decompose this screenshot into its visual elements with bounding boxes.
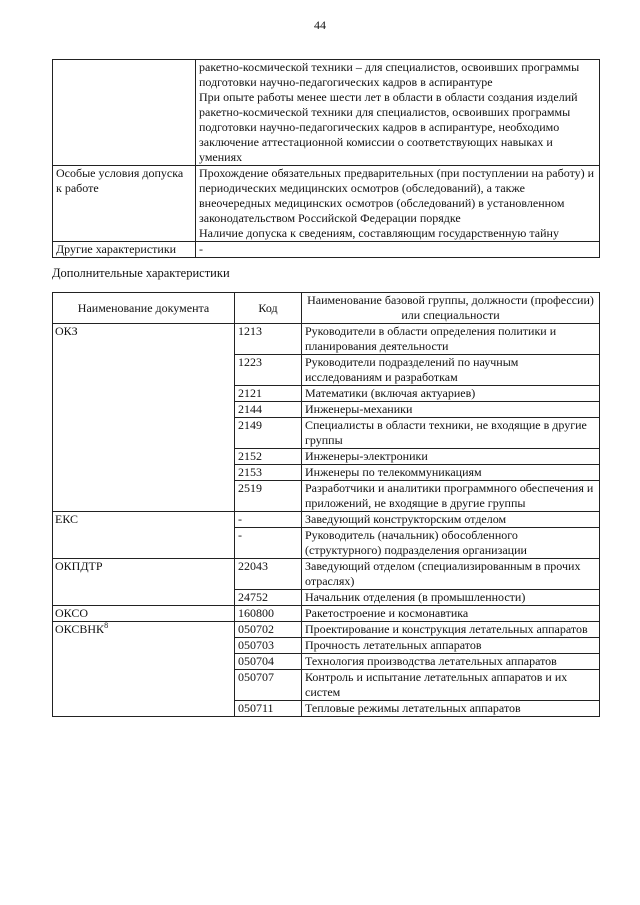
occupation-name-cell: Руководитель (начальник) обособленного (структурного) подразделения организации: [302, 528, 600, 559]
table-row: [53, 606, 600, 622]
occupation-name-cell: Разработчики и аналитики программного обеспечения и приложений, не входящие в другие группы: [302, 481, 600, 512]
code-cell: 050702: [235, 622, 302, 638]
requirement-line: ракетно-космической техники – для специалистов, освоивших программы подготовки научно-педагогических кадров в аспирантуре: [199, 60, 580, 89]
code-cell: 2519: [235, 481, 302, 512]
occupation-name-cell: Инженеры по телекоммуникациям: [302, 465, 600, 481]
requirement-value: [196, 60, 600, 166]
document-cell: [53, 324, 235, 512]
occupation-name-cell: Инженеры-электроники: [302, 449, 600, 465]
code-cell: 160800: [235, 606, 302, 622]
document-cell: [53, 606, 235, 622]
occupation-name-cell: Заведующий конструкторским отделом: [302, 512, 600, 528]
document-name: ОКЗ: [55, 324, 78, 338]
footnote-marker: 8: [104, 621, 109, 630]
code-cell: 22043: [235, 559, 302, 590]
code-cell: 2144: [235, 402, 302, 418]
occupation-name-cell: Прочность летательных аппаратов: [302, 638, 600, 654]
occupation-name-cell: Руководители подразделений по научным исследованиям и разработкам: [302, 355, 600, 386]
table-row: [53, 324, 600, 355]
requirement-label: Особые условия допуска к работе: [53, 166, 196, 242]
occupation-name-cell: Заведующий отделом (специализированным в прочих отраслях): [302, 559, 600, 590]
code-cell: 2121: [235, 386, 302, 402]
table-row: [53, 622, 600, 638]
requirement-label: [53, 60, 196, 166]
document-name: ОКСВНК: [55, 622, 105, 636]
additional-characteristics-table: [52, 292, 600, 717]
requirement-line: Наличие допуска к сведениям, составляющим государственную тайну: [199, 226, 559, 240]
occupation-name-cell: Тепловые режимы летательных аппаратов: [302, 701, 600, 717]
code-cell: 050711: [235, 701, 302, 717]
code-cell: -: [235, 528, 302, 559]
requirement-line: При опыте работы менее шести лет в области в области создания изделий ракетно-космической техники для специалистов, освоивших программы подготовки научно-педагогических кадров в аспирантуре, необходимо заключение аттестационной комиссии о соответствующих навыках и умениях: [199, 90, 578, 164]
document-cell: [53, 512, 235, 559]
code-cell: 2153: [235, 465, 302, 481]
occupation-name-cell: Проектирование и конструкция летательных аппаратов: [302, 622, 600, 638]
code-cell: 050707: [235, 670, 302, 701]
requirement-row: [53, 60, 600, 166]
table-header-row: [53, 293, 600, 324]
code-cell: 2149: [235, 418, 302, 449]
code-cell: 1223: [235, 355, 302, 386]
occupation-name-cell: Математики (включая актуариев): [302, 386, 600, 402]
table-row: [53, 512, 600, 528]
requirement-row: [53, 242, 600, 258]
requirement-label: Другие характеристики: [53, 242, 196, 258]
code-cell: 050703: [235, 638, 302, 654]
occupation-name-cell: Специалисты в области техники, не входящие в другие группы: [302, 418, 600, 449]
additional-characteristics-heading: Дополнительные характеристики: [52, 266, 230, 280]
document-cell: [53, 559, 235, 606]
document-cell: [53, 622, 235, 717]
occupation-name-cell: Руководители в области определения политики и планирования деятельности: [302, 324, 600, 355]
document-name: ОКПДТР: [55, 559, 103, 573]
code-cell: 24752: [235, 590, 302, 606]
header-code: Код: [235, 293, 302, 324]
requirement-row: [53, 166, 600, 242]
document-name: ЕКС: [55, 512, 79, 526]
occupation-name-cell: Ракетостроение и космонавтика: [302, 606, 600, 622]
requirement-value: [196, 242, 600, 258]
page-number: 44: [314, 18, 326, 32]
code-cell: 1213: [235, 324, 302, 355]
table-row: [53, 559, 600, 590]
code-cell: -: [235, 512, 302, 528]
occupation-name-cell: Инженеры-механики: [302, 402, 600, 418]
occupation-name-cell: Начальник отделения (в промышленности): [302, 590, 600, 606]
code-cell: 050704: [235, 654, 302, 670]
occupation-name-cell: Технология производства летательных аппаратов: [302, 654, 600, 670]
header-group-name: Наименование базовой группы, должности (профессии) или специальности: [302, 293, 600, 324]
header-document-name: Наименование документа: [53, 293, 235, 324]
document-name: ОКСО: [55, 606, 89, 620]
code-cell: 2152: [235, 449, 302, 465]
requirement-line: -: [199, 242, 203, 256]
requirements-table: [52, 59, 600, 258]
requirement-line: Прохождение обязательных предварительных (при поступлении на работу) и периодических медицинских осмотров (обследований), а также внеочередных медицинских осмотров (обследований) в установленном законодательством Российской Федерации порядке: [199, 166, 595, 225]
requirement-value: [196, 166, 600, 242]
occupation-name-cell: Контроль и испытание летательных аппаратов и их систем: [302, 670, 600, 701]
